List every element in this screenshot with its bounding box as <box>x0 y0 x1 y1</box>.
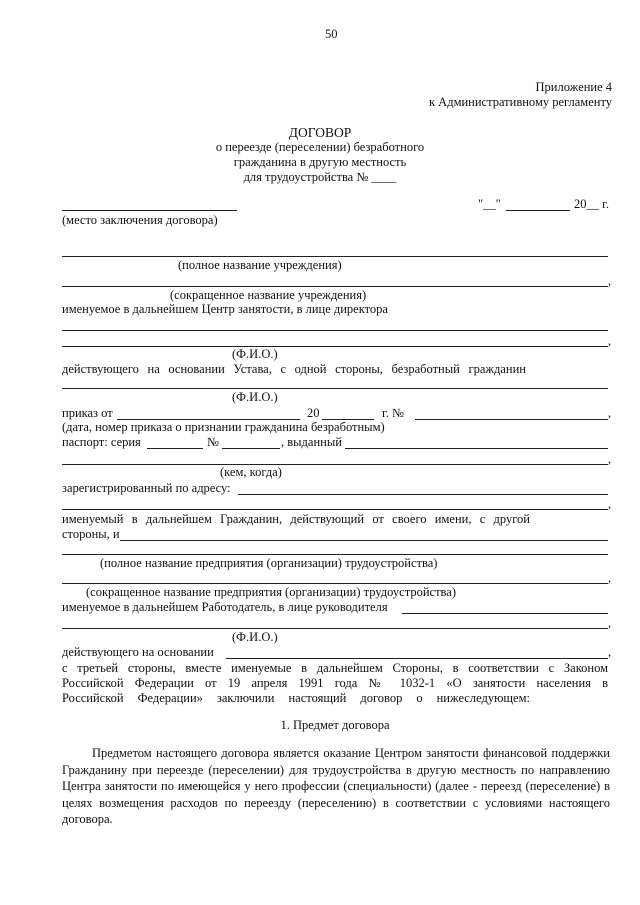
order-comma: , <box>608 406 612 420</box>
passport-comma: , <box>608 452 612 466</box>
address-line-2[interactable] <box>62 509 608 510</box>
enterprise-full-line[interactable] <box>62 554 608 555</box>
short-name-line[interactable] <box>62 286 608 287</box>
address-comma: , <box>608 497 612 511</box>
short-name-comma: , <box>608 274 612 288</box>
fio-caption-3: (Ф.И.О.) <box>232 630 278 644</box>
order-20-label: 20 <box>307 406 320 420</box>
date-month-line[interactable] <box>506 210 570 211</box>
passport-number-line[interactable] <box>222 448 280 449</box>
head-line-2[interactable] <box>62 628 608 629</box>
date-year: 20__ г. <box>574 197 609 211</box>
citizen-name-line[interactable] <box>62 388 608 389</box>
date-quotes: "__" <box>478 197 501 211</box>
enterprise-short-caption: (сокращенное название предприятия (организации) трудоустройства) <box>86 585 456 599</box>
acting-basis-line[interactable] <box>226 658 608 659</box>
full-name-caption: (полное название учреждения) <box>178 258 342 272</box>
passport-issued-line[interactable] <box>345 448 608 449</box>
order-note-caption: (дата, номер приказа о признании гражданина безработным) <box>62 420 385 434</box>
issued-by-caption: (кем, когда) <box>220 465 282 479</box>
third-party-line-1: с третьей стороны, вместе именуемые в дальнейшем Стороны, в соответствии с Законом <box>62 661 608 675</box>
acting-basis-label: действующего на основании <box>62 645 214 659</box>
place-line[interactable] <box>62 210 237 211</box>
third-party-line-3: Российской Федерации» заключили настоящий договор о нижеследующем: <box>62 691 530 705</box>
enterprise-short-line[interactable] <box>62 583 608 584</box>
passport-issued-label: , выданный <box>281 435 342 449</box>
order-number-label: г. № <box>382 406 404 420</box>
page-number: 50 <box>325 27 338 41</box>
title-line-3: гражданина в другую местность <box>233 155 407 169</box>
citizen-named-text: именуемый в дальнейшем Гражданин, действующий от своего имени, с другой <box>62 512 530 526</box>
section-1-body: Предметом настоящего договора является оказание Центром занятости финансовой поддержки Гражданину при переезде (переселении) для трудоустройства в другую местность по направлению Центра занятости по имеющейся у него профессии (специальности) (далее - переезд (переселение) в целях возмещения расходов по переезду (переселению) в соответствии с условиями настоящего договора. <box>62 746 610 826</box>
appendix-line-2: к Административному регламенту <box>428 95 612 109</box>
enterprise-short-comma: , <box>608 571 612 585</box>
registered-label: зарегистрированный по адресу: <box>62 481 231 495</box>
title-contract: ДОГОВОР <box>288 125 352 140</box>
party-and-line[interactable] <box>120 540 608 541</box>
acting-basis-comma: , <box>608 645 612 659</box>
appendix-line-1: Приложение 4 <box>535 80 612 94</box>
order-from-label: приказ от <box>62 406 113 420</box>
employer-named-text: именуемое в дальнейшем Работодатель, в лице руководителя <box>62 600 388 614</box>
director-line-2[interactable] <box>62 346 608 347</box>
passport-series-line[interactable] <box>147 448 203 449</box>
head-comma: , <box>608 616 612 630</box>
section-1-heading: 1. Предмет договора <box>280 718 390 732</box>
title-line-4: для трудоустройства № ____ <box>243 170 397 184</box>
place-caption: (место заключения договора) <box>62 213 218 227</box>
passport-series-label: паспорт: серия <box>62 435 141 449</box>
address-line-1[interactable] <box>238 494 608 495</box>
passport-number-label: № <box>207 435 219 449</box>
fio-caption-2: (Ф.И.О.) <box>232 390 278 404</box>
center-named-text: именуемое в дальнейшем Центр занятости, в лице директора <box>62 302 388 316</box>
enterprise-full-caption: (полное название предприятия (организации) трудоустройства) <box>100 556 438 570</box>
order-number-line[interactable] <box>415 419 608 420</box>
director-comma: , <box>608 334 612 348</box>
title-line-2: о переезде (переселении) безработного <box>215 140 425 154</box>
head-line-1[interactable] <box>402 613 608 614</box>
short-name-caption: (сокращенное название учреждения) <box>170 288 367 302</box>
party-and-label: стороны, и <box>62 527 120 541</box>
director-line-1[interactable] <box>62 330 608 331</box>
fio-caption-1: (Ф.И.О.) <box>232 347 278 361</box>
acting-ustav-text: действующего на основании Устава, с одной стороны, безработный гражданин <box>62 362 526 376</box>
full-name-line[interactable] <box>62 256 608 257</box>
third-party-line-2: Российской Федерации от 19 апреля 1991 года № 1032-1 «О занятости населения в <box>62 676 608 690</box>
passport-issued-line-2[interactable] <box>62 464 608 465</box>
